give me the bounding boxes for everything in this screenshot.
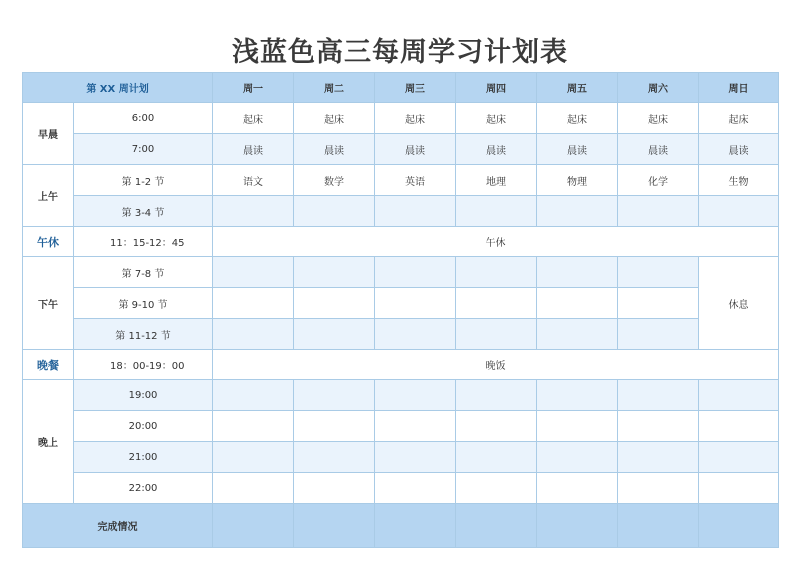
schedule-cell[interactable] <box>294 257 375 288</box>
sunday-rest-cell[interactable]: 休息 <box>699 257 779 350</box>
schedule-cell[interactable] <box>618 411 699 442</box>
table-row <box>23 442 779 473</box>
schedule-cell[interactable]: 晨读 <box>294 134 375 165</box>
schedule-cell[interactable] <box>294 442 375 473</box>
schedule-cell[interactable]: 数学 <box>294 165 375 196</box>
schedule-cell[interactable] <box>456 473 537 504</box>
schedule-cell[interactable]: 起床 <box>699 103 779 134</box>
time-slot: 7:00 <box>74 134 213 165</box>
table-row <box>23 134 779 165</box>
schedule-cell[interactable] <box>213 288 294 319</box>
schedule-cell[interactable] <box>375 380 456 411</box>
schedule-cell[interactable] <box>213 319 294 350</box>
schedule-cell[interactable] <box>294 380 375 411</box>
schedule-cell[interactable] <box>537 196 618 227</box>
schedule-cell[interactable] <box>294 319 375 350</box>
schedule-cell[interactable] <box>294 288 375 319</box>
table-row <box>23 473 779 504</box>
schedule-cell[interactable] <box>456 196 537 227</box>
schedule-cell[interactable]: 晨读 <box>213 134 294 165</box>
completion-cell[interactable] <box>375 504 456 548</box>
schedule-cell[interactable] <box>213 411 294 442</box>
schedule-cell[interactable] <box>213 380 294 411</box>
schedule-cell[interactable]: 晨读 <box>618 134 699 165</box>
schedule-cell[interactable] <box>294 411 375 442</box>
noon-break-time: 11：15-12：45 <box>74 227 213 257</box>
schedule-cell[interactable] <box>537 257 618 288</box>
completion-cell[interactable] <box>699 504 779 548</box>
time-slot: 第 11-12 节 <box>74 319 213 350</box>
schedule-cell[interactable] <box>537 380 618 411</box>
schedule-cell[interactable] <box>213 196 294 227</box>
group-label-morning: 早晨 <box>23 103 74 165</box>
schedule-cell[interactable]: 起床 <box>294 103 375 134</box>
table-row <box>23 165 779 196</box>
schedule-cell[interactable]: 地理 <box>456 165 537 196</box>
schedule-cell[interactable] <box>213 442 294 473</box>
schedule-cell[interactable] <box>456 380 537 411</box>
schedule-cell[interactable] <box>699 442 779 473</box>
week-plan-header: 第 XX 周计划 <box>23 73 213 103</box>
schedule-cell[interactable] <box>699 196 779 227</box>
time-slot: 6:00 <box>74 103 213 134</box>
schedule-cell[interactable]: 起床 <box>456 103 537 134</box>
schedule-cell[interactable] <box>618 442 699 473</box>
day-header-mon: 周一 <box>213 73 294 103</box>
table-row <box>23 103 779 134</box>
schedule-cell[interactable] <box>618 288 699 319</box>
schedule-cell[interactable] <box>213 473 294 504</box>
completion-cell[interactable] <box>618 504 699 548</box>
time-slot: 第 1-2 节 <box>74 165 213 196</box>
day-header-wed: 周三 <box>375 73 456 103</box>
table-row <box>23 288 779 319</box>
schedule-cell[interactable]: 起床 <box>375 103 456 134</box>
schedule-cell[interactable]: 起床 <box>213 103 294 134</box>
schedule-cell[interactable] <box>618 319 699 350</box>
schedule-cell[interactable]: 晨读 <box>699 134 779 165</box>
schedule-cell[interactable] <box>456 442 537 473</box>
schedule-cell[interactable] <box>375 196 456 227</box>
schedule-cell[interactable] <box>456 288 537 319</box>
schedule-cell[interactable] <box>375 319 456 350</box>
schedule-cell[interactable] <box>375 473 456 504</box>
completion-cell[interactable] <box>294 504 375 548</box>
time-slot: 第 3-4 节 <box>74 196 213 227</box>
weekly-plan-table <box>22 72 779 548</box>
schedule-cell[interactable] <box>537 411 618 442</box>
schedule-cell[interactable]: 化学 <box>618 165 699 196</box>
schedule-cell[interactable] <box>213 257 294 288</box>
day-header-fri: 周五 <box>537 73 618 103</box>
table-row <box>23 380 779 411</box>
header-row <box>23 73 779 103</box>
noon-break-row <box>23 227 779 257</box>
dinner-time: 18：00-19：00 <box>74 350 213 380</box>
page-title: 浅蓝色高三每周学习计划表 <box>232 37 568 68</box>
table-row <box>23 257 779 288</box>
schedule-cell[interactable] <box>699 380 779 411</box>
table-row <box>23 411 779 442</box>
time-slot: 22:00 <box>74 473 213 504</box>
schedule-cell[interactable] <box>294 473 375 504</box>
dinner-note: 晚饭 <box>213 350 779 380</box>
schedule-cell[interactable] <box>699 411 779 442</box>
time-slot: 19:00 <box>74 380 213 411</box>
day-header-sat: 周六 <box>618 73 699 103</box>
time-slot: 第 7-8 节 <box>74 257 213 288</box>
group-label-afternoon: 下午 <box>23 257 74 350</box>
schedule-cell[interactable]: 晨读 <box>456 134 537 165</box>
schedule-cell[interactable]: 生物 <box>699 165 779 196</box>
schedule-cell[interactable]: 语文 <box>213 165 294 196</box>
schedule-cell[interactable] <box>456 257 537 288</box>
noon-break-note: 午休 <box>213 227 779 257</box>
schedule-cell[interactable] <box>375 257 456 288</box>
schedule-cell[interactable] <box>618 257 699 288</box>
completion-row <box>23 504 779 548</box>
schedule-cell[interactable]: 起床 <box>618 103 699 134</box>
completion-cell[interactable] <box>213 504 294 548</box>
table-row <box>23 196 779 227</box>
day-header-tue: 周二 <box>294 73 375 103</box>
schedule-cell[interactable] <box>618 196 699 227</box>
completion-cell[interactable] <box>456 504 537 548</box>
day-header-sun: 周日 <box>699 73 779 103</box>
schedule-cell[interactable] <box>537 473 618 504</box>
schedule-cell[interactable] <box>537 319 618 350</box>
schedule-cell[interactable] <box>375 411 456 442</box>
schedule-cell[interactable] <box>537 442 618 473</box>
schedule-cell[interactable]: 晨读 <box>375 134 456 165</box>
schedule-cell[interactable]: 起床 <box>537 103 618 134</box>
schedule-cell[interactable] <box>375 288 456 319</box>
schedule-cell[interactable]: 物理 <box>537 165 618 196</box>
time-slot: 20:00 <box>74 411 213 442</box>
schedule-cell[interactable] <box>294 196 375 227</box>
schedule-cell[interactable] <box>456 319 537 350</box>
time-slot: 第 9-10 节 <box>74 288 213 319</box>
completion-cell[interactable] <box>537 504 618 548</box>
time-slot: 21:00 <box>74 442 213 473</box>
dinner-label: 晚餐 <box>23 350 74 380</box>
day-header-thu: 周四 <box>456 73 537 103</box>
schedule-cell[interactable]: 晨读 <box>537 134 618 165</box>
noon-break-label: 午休 <box>23 227 74 257</box>
schedule-cell[interactable]: 英语 <box>375 165 456 196</box>
dinner-row <box>23 350 779 380</box>
schedule-cell[interactable] <box>537 288 618 319</box>
schedule-cell[interactable] <box>618 380 699 411</box>
schedule-cell[interactable] <box>618 473 699 504</box>
group-label-evening: 晚上 <box>23 380 74 504</box>
schedule-cell[interactable] <box>699 473 779 504</box>
schedule-cell[interactable] <box>456 411 537 442</box>
schedule-cell[interactable] <box>375 442 456 473</box>
table-row <box>23 319 779 350</box>
group-label-forenoon: 上午 <box>23 165 74 227</box>
completion-label: 完成情况 <box>23 504 213 548</box>
